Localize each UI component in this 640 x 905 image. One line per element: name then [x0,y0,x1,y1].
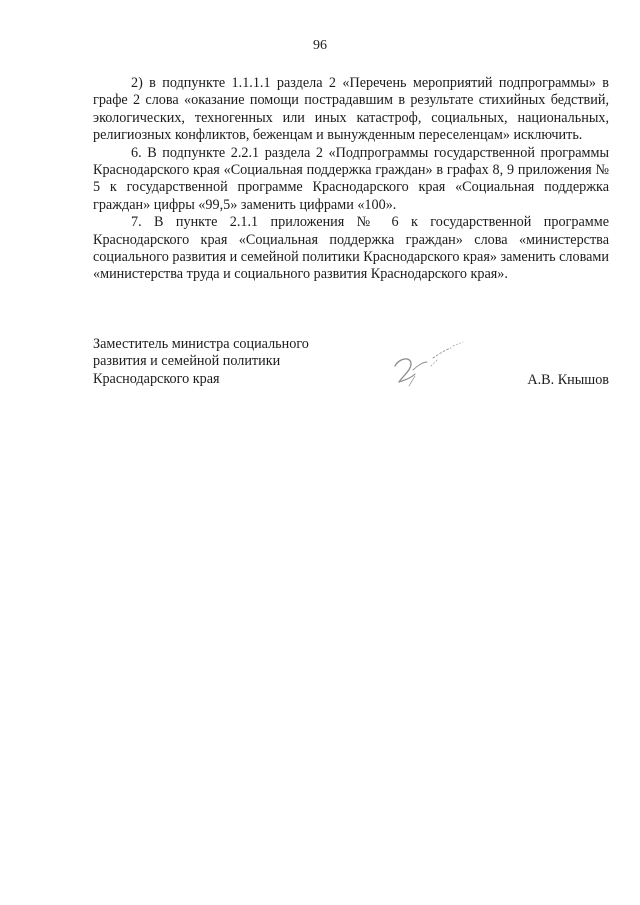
paragraph-item-2: 2) в подпункте 1.1.1.1 раздела 2 «Перечень мероприятий подпрограммы» в графе 2 слова «оказание помощи пострадавшим в результате стихийных бедствий, экологических, техногенных или иных катастроф, социальных, национальных, религиозных конфликтов, беженцам и вынужденным переселенцам» исключить. [93,75,609,144]
document-body [93,75,609,284]
paragraph-point-6: 6. В подпункте 2.2.1 раздела 2 «Подпрограммы государственной программы Краснодарского края «Социальная поддержка граждан» в графах 8, 9 приложения № 5 к государственной программе Краснодарского края «Социальная поддержка граждан» цифры «99,5» заменить цифрами «100». [93,144,609,213]
signer-title-line: Краснодарского края [93,370,220,387]
signer-title [93,336,353,388]
page-number: 96 [313,38,327,53]
signer-name: А.В. Кнышов [527,372,609,388]
signer-title-line: развития и семейной политики [93,353,281,370]
signature-block [93,336,609,396]
handwritten-signature [389,340,469,396]
paragraph-point-7: 7. В пункте 2.1.1 приложения № 6 к государственной программе Краснодарского края «Социальная поддержка граждан» слова «министерства социального развития и семейной политики Краснодарского края» заменить словами «министерства труда и социального развития Краснодарского края». [93,214,609,283]
signer-title-line: Заместитель министра социального [93,336,309,352]
